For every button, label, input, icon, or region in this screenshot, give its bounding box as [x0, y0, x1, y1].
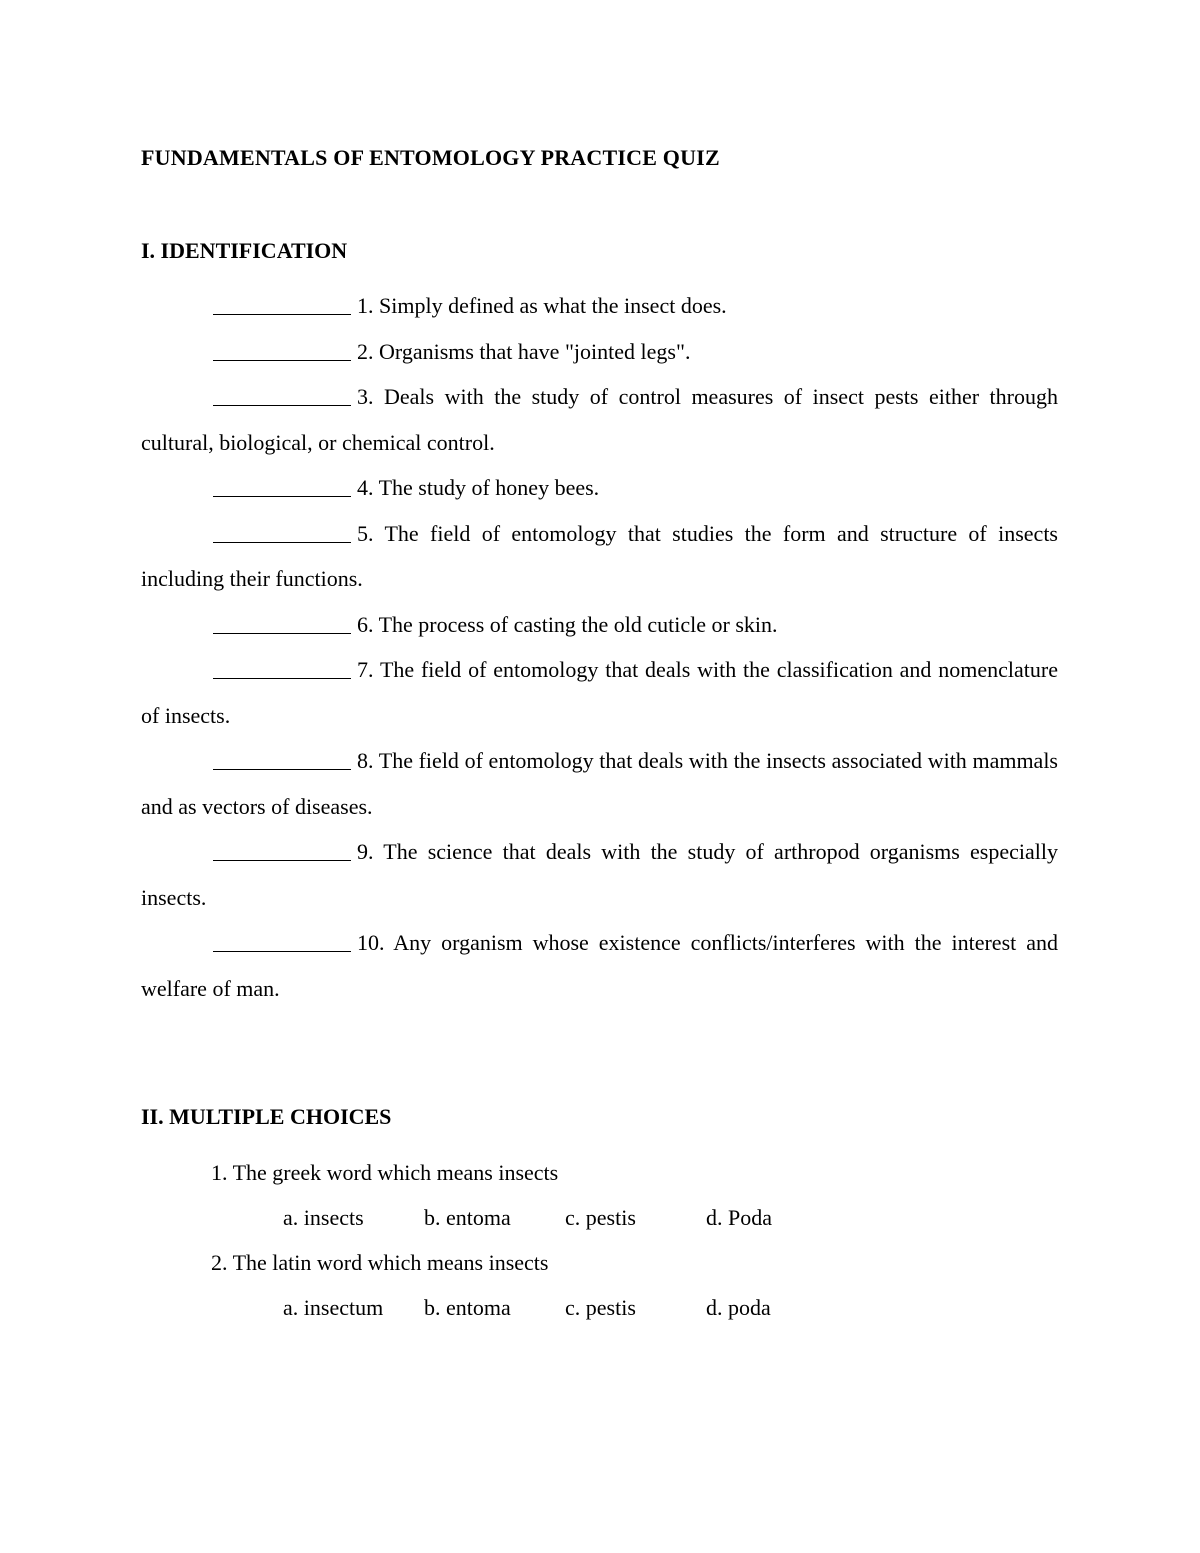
answer-blank[interactable] [213, 650, 351, 679]
answer-blank[interactable] [213, 332, 351, 361]
identification-item-text: 6. The process of casting the old cuticle or skin. [357, 611, 778, 637]
option-a[interactable]: a. insects [283, 1205, 364, 1230]
identification-item-text: 10. Any organism whose existence conflicts/interferes with the interest and welfare of man. [141, 930, 1058, 1001]
multiple-choice-question [211, 1240, 771, 1330]
answer-blank[interactable] [213, 377, 351, 406]
option-b[interactable]: b. entoma [424, 1205, 511, 1230]
answer-blank[interactable] [213, 286, 351, 315]
identification-item-text: 4. The study of honey bees. [357, 475, 600, 500]
option-d[interactable]: d. poda [706, 1295, 771, 1320]
identification-items [141, 283, 1058, 1011]
identification-item [141, 647, 1058, 738]
option-b[interactable]: b. entoma [424, 1295, 511, 1320]
section-identification-heading: I. IDENTIFICATION [141, 238, 348, 263]
answer-blank[interactable] [213, 468, 351, 497]
multiple-choice-question [211, 1150, 772, 1240]
identification-item-text: 1. Simply defined as what the insect does. [357, 293, 727, 318]
identification-item-text: 3. Deals with the study of control measures of insect pests either through cultural, biological, or chemical control. [141, 384, 1058, 455]
question-text: 1. The greek word which means insects [211, 1160, 559, 1185]
answer-options [211, 1285, 771, 1330]
identification-item-text: 5. The field of entomology that studies the form and structure of insects including their functions. [141, 520, 1058, 591]
identification-item-text: 8. The field of entomology that deals with the insects associated with mammals and as vectors of diseases. [141, 748, 1058, 819]
identification-item [141, 374, 1058, 465]
answer-blank[interactable] [213, 514, 351, 543]
identification-item [141, 329, 1058, 375]
identification-item [141, 511, 1058, 602]
option-a[interactable]: a. insectum [283, 1295, 384, 1320]
identification-item-text: 7. The field of entomology that deals with the classification and nomenclature of insects. [141, 657, 1058, 728]
identification-item [141, 738, 1058, 829]
answer-blank[interactable] [213, 832, 351, 861]
option-c[interactable]: c. pestis [565, 1295, 636, 1320]
answer-blank[interactable] [213, 741, 351, 770]
question-text: 2. The latin word which means insects [211, 1250, 549, 1275]
section-multiple-choice-heading: II. MULTIPLE CHOICES [141, 1104, 392, 1129]
identification-item [141, 283, 1058, 329]
identification-item-text: 9. The science that deals with the study of arthropod organisms especially insects. [141, 839, 1058, 910]
identification-item [141, 602, 1058, 648]
identification-item-text: 2. Organisms that have "jointed legs". [357, 338, 691, 364]
answer-blank[interactable] [213, 923, 351, 952]
answer-blank[interactable] [213, 605, 351, 634]
answer-options [211, 1195, 772, 1240]
identification-item [141, 829, 1058, 920]
identification-item [141, 920, 1058, 1011]
document-title: FUNDAMENTALS OF ENTOMOLOGY PRACTICE QUIZ [141, 145, 720, 170]
option-c[interactable]: c. pestis [565, 1205, 636, 1230]
option-d[interactable]: d. Poda [706, 1205, 772, 1230]
identification-item [141, 465, 1058, 511]
